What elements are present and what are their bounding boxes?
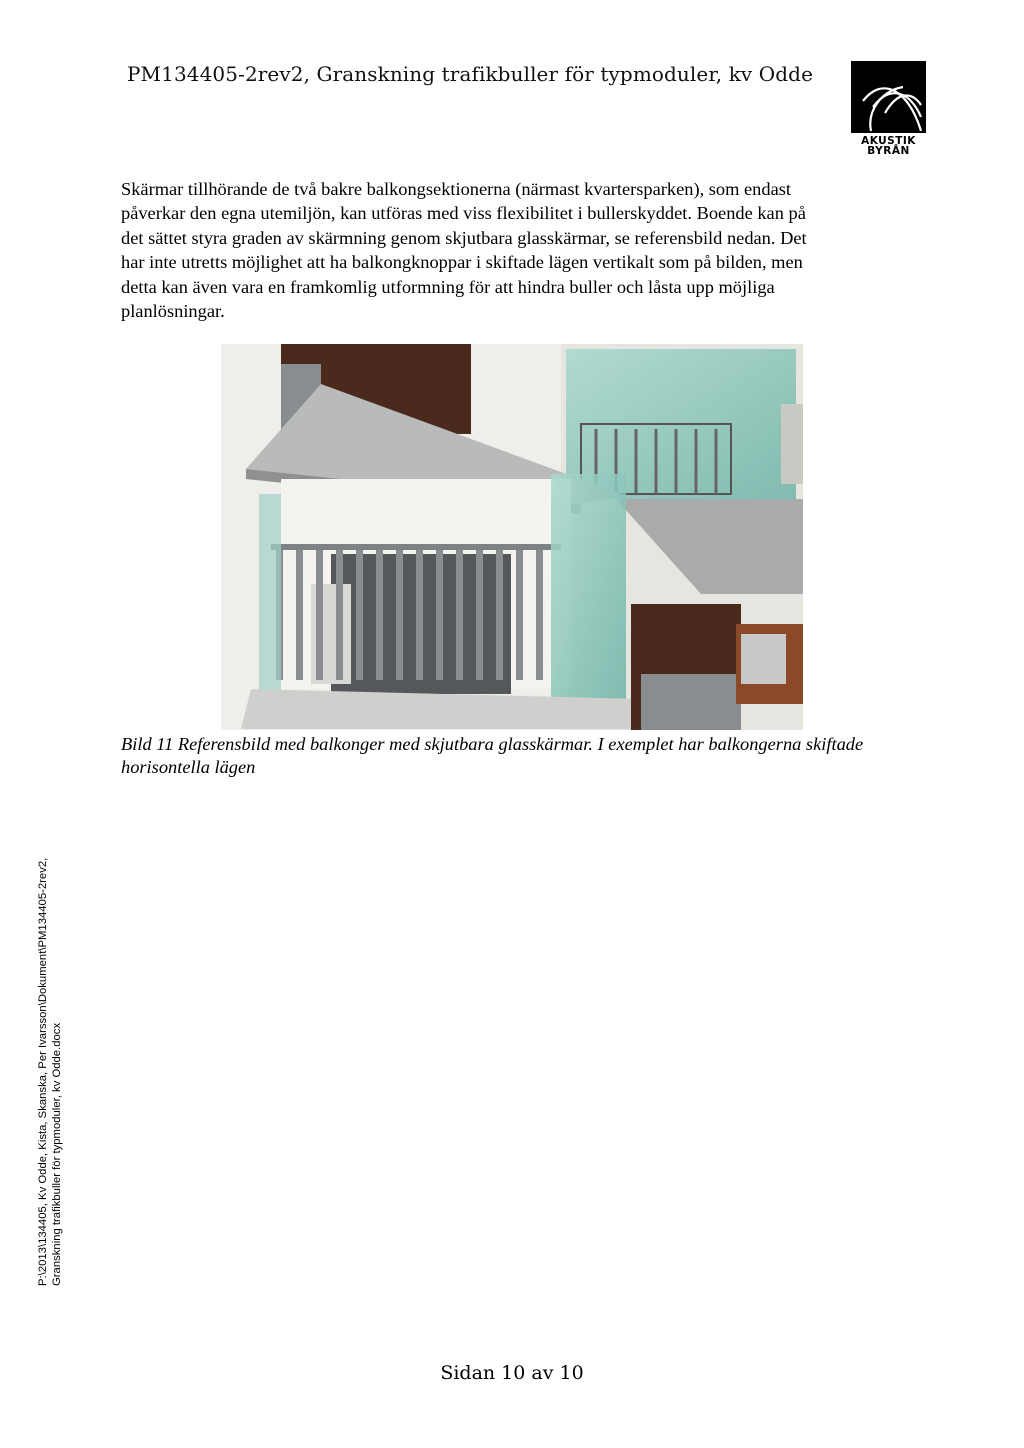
reference-photo-balconies [221,344,803,730]
caption-line: horisontella lägen [121,757,256,777]
body-line: detta kan även vara en framkomlig utformning för att hindra buller och låsta upp möjliga [121,276,775,297]
side-path-line1: P:\2013\134405, Kv Odde, Kista, Skanska, Per Ivarsson\Dokument\PM134405-2rev2, [37,857,49,1286]
logo-text-line1: AKUSTIK [861,135,916,147]
body-line: planlösningar. [121,301,225,322]
side-file-path [36,858,64,1286]
body-line: har inte utretts möjlighet att ha balkongknoppar i skiftade lägen vertikalt som på bilden, men [121,252,803,273]
body-line: det sättet styra graden av skärmning genom skjutbara glasskärmar, se referensbild nedan. Det [121,227,807,248]
akustikbyran-logo [851,61,926,156]
document-header-title: PM134405-2rev2, Granskning trafikbuller för typmoduler, kv Odde [127,62,814,86]
body-paragraph [121,177,911,323]
page-number: Sidan 10 av 10 [440,1362,584,1384]
body-line: Skärmar tillhörande de två bakre balkongsektionerna (närmast kvartersparken), som endast [121,179,792,199]
side-path-line2: Granskning trafikbuller för typmoduler, kv Odde.docx [51,1022,63,1286]
logo-text-line2: BYRÅN [867,145,910,157]
figure-caption [121,733,921,779]
caption-line: Bild 11 Referensbild med balkonger med skjutbara glasskärmar. I exemplet har balkongerna skiftade [121,734,864,754]
logo-emblem-icon [851,61,926,133]
body-line: påverkar den egna utemiljön, kan utföras med viss flexibilitet i bullerskyddet. Boende kan på [121,203,806,224]
